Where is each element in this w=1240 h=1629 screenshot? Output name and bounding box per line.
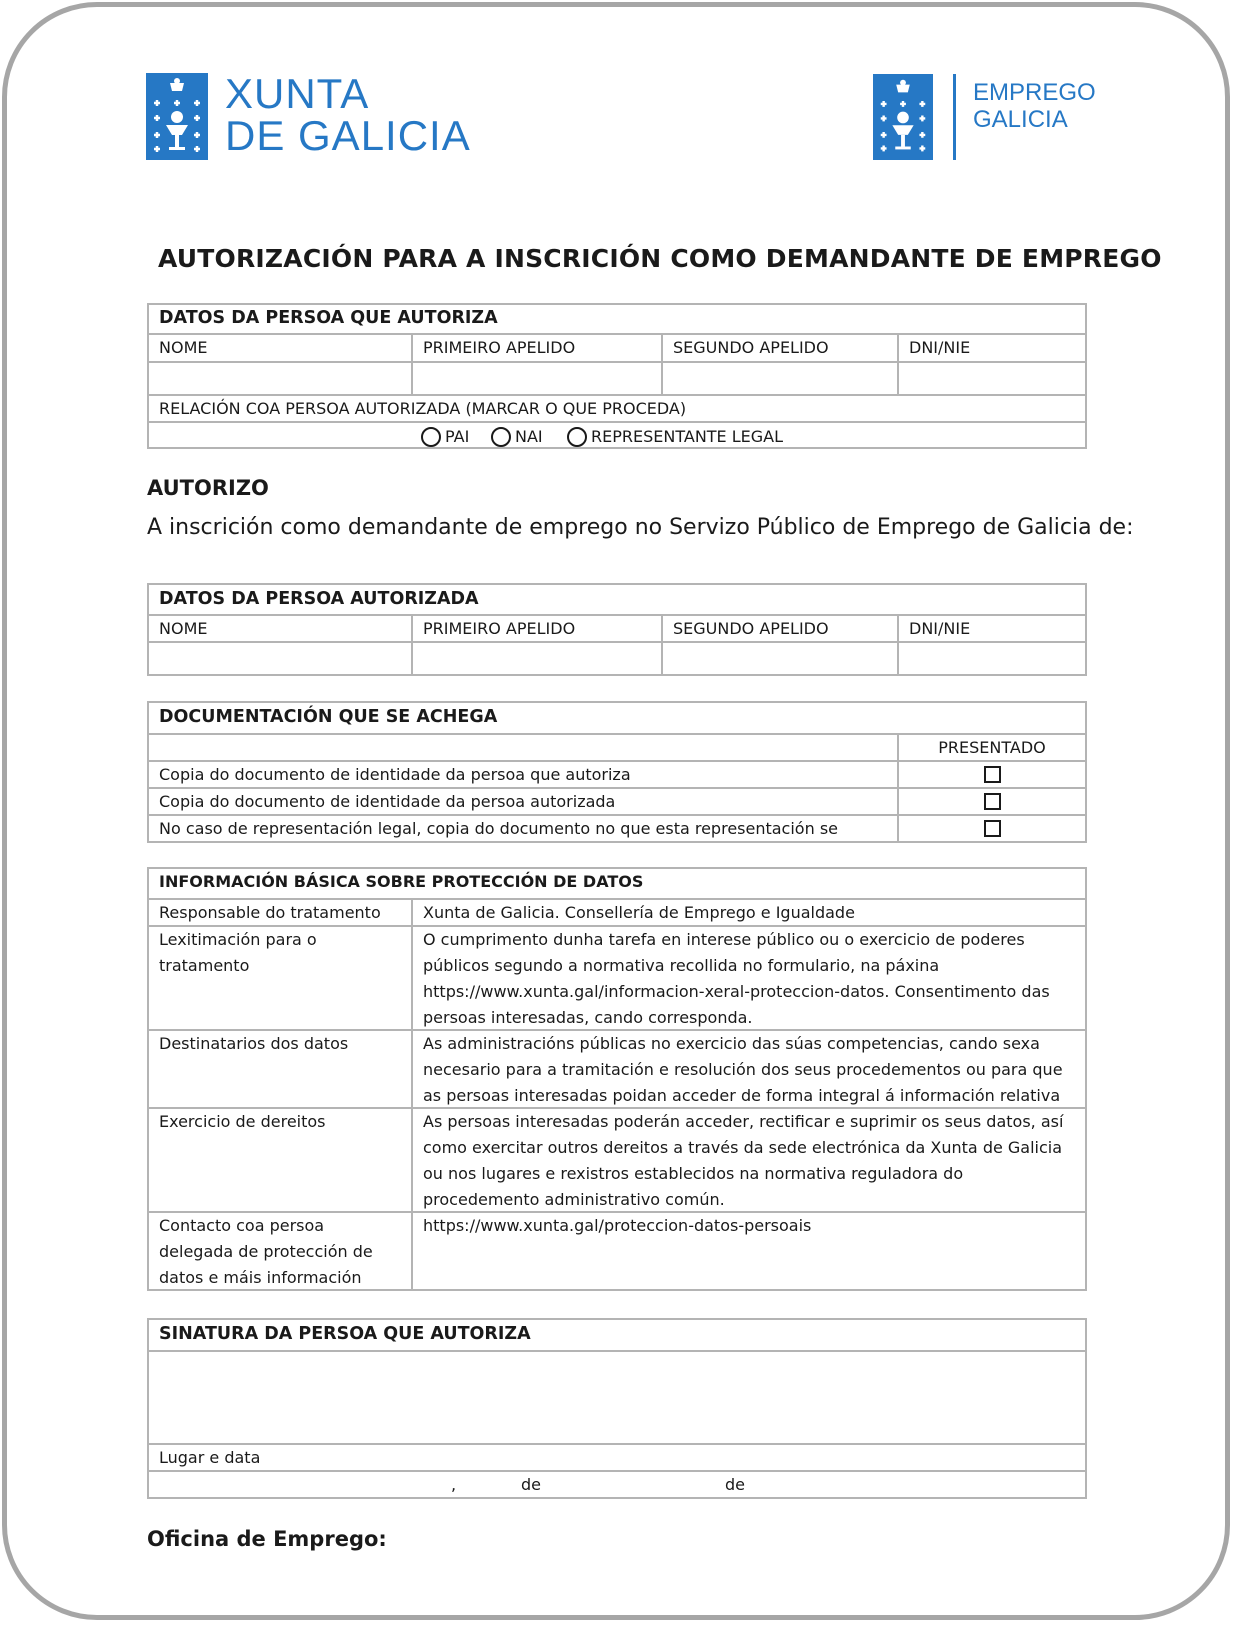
doc-item: Copia do documento de identidade da persoa autorizada [159,792,616,811]
pd-value: Xunta de Galicia. Consellería de Emprego e Igualdade [411,900,1085,925]
doc-check-cell [897,816,1085,841]
relation-label: RELACIÓN COA PERSOA AUTORIZADA (MARCAR O QUE PROCEDA) [159,399,687,418]
nai-radio-icon[interactable] [491,427,511,447]
representante-radio-icon[interactable] [567,427,587,447]
option-pai-label: PAI [445,427,470,446]
autorizada-table [147,583,1087,676]
pd-label: Lexitimación para o tratamento [159,930,317,975]
doc-check-cell [897,789,1085,814]
autorizada-nome-field[interactable] [149,643,411,674]
date-comma: , [451,1475,457,1494]
doc-check-cell [897,762,1085,787]
oficina-label: Oficina de Emprego: [147,1527,387,1551]
emprego-line2: GALICIA [973,106,1068,133]
doc-item: Copia do documento de identidade da persoa que autoriza [159,765,631,784]
documentacion-table [147,701,1087,843]
autorizada-segundo-apelido-field[interactable] [661,643,897,674]
pd-value: As administracións públicas no exercicio das súas competencias, cando sexa necesario para a tramitación e resolución dos seus procedementos ou para que as persoas interesadas poidan acceder de forma integral á información relativa [411,1031,1085,1107]
form-title: AUTORIZACIÓN PARA A INSCRICIÓN COMO DEMANDANTE DE EMPREGO [158,244,1162,273]
autoriza-segundo-apelido-field[interactable] [661,363,897,394]
autorizada-primeiro-apelido-field[interactable] [411,643,661,674]
autoriza-heading: DATOS DA PERSOA QUE AUTORIZA [159,308,498,328]
documentacion-heading: DOCUMENTACIÓN QUE SE ACHEGA [159,707,498,727]
pd-label: Contacto coa persoa delegada de protección de datos e máis información [159,1216,373,1287]
checkbox-icon[interactable] [984,766,1001,783]
relation-options [149,423,1085,447]
col-nome: NOME [159,619,208,638]
proteccion-table [147,867,1087,1291]
autorizada-dni-field[interactable] [897,643,1085,674]
col-primeiro-apelido: PRIMEIRO APELIDO [411,616,661,641]
presentado-label: PRESENTADO [897,735,1085,760]
option-nai-label: NAI [515,427,543,446]
autoriza-nome-field[interactable] [149,363,411,394]
lugar-data-field[interactable] [149,1472,1085,1497]
option-pai[interactable] [421,424,469,447]
date-de-2: de [725,1475,745,1494]
checkbox-icon[interactable] [984,820,1001,837]
proteccion-heading: INFORMACIÓN BÁSICA SOBRE PROTECCIÓN DE DATOS [159,872,644,891]
pd-value: As persoas interesadas poderán acceder, rectificar e suprimir os seus datos, así como exercitar outros dereitos a través da sede electrónica da Xunta de Galicia ou nos lugares e rexistros establecidos na normativa reguladora do procedemento administrativo común. [411,1109,1085,1211]
xunta-logo-text [225,70,471,159]
col-primeiro-apelido: PRIMEIRO APELIDO [411,335,661,361]
xunta-emblem-icon [146,73,208,160]
autorizada-heading: DATOS DA PERSOA AUTORIZADA [159,589,479,609]
pd-value: https://www.xunta.gal/proteccion-datos-persoais [411,1213,1085,1289]
pd-label: Exercicio de dereitos [159,1112,326,1131]
emprego-emblem-icon [873,74,933,160]
pd-label: Responsable do tratamento [159,903,381,922]
autoriza-table [147,303,1087,449]
col-nome: NOME [159,338,208,357]
xunta-line1: XUNTA [225,70,370,117]
sinatura-heading: SINATURA DA PERSOA QUE AUTORIZA [159,1324,531,1344]
col-segundo-apelido: SEGUNDO APELIDO [661,616,897,641]
xunta-line2: DE GALICIA [225,112,471,159]
signature-area[interactable] [149,1352,1085,1443]
doc-header-blank [149,735,897,760]
autorizo-text: A inscrición como demandante de emprego no Servizo Público de Emprego de Galicia de: [147,515,1134,540]
pd-value: O cumprimento dunha tarefa en interese público ou o exercicio de poderes públicos segundo a normativa recollida no formulario, na páxina https://www.xunta.gal/informacion-xeral-proteccion-datos. Consentimento das persoas interesadas, cando corresponda. [411,927,1085,1029]
pd-label: Destinatarios dos datos [159,1034,349,1053]
autoriza-primeiro-apelido-field[interactable] [411,363,661,394]
emprego-divider [953,74,956,160]
doc-item: No caso de representación legal, copia do documento no que esta representación se [159,819,838,838]
col-dni-nie: DNI/NIE [897,616,1085,641]
autoriza-dni-field[interactable] [897,363,1085,394]
sinatura-table [147,1318,1087,1499]
pai-radio-icon[interactable] [421,427,441,447]
date-de-1: de [521,1475,541,1494]
option-representante[interactable] [567,424,783,447]
autorizo-heading: AUTORIZO [147,476,269,500]
col-dni-nie: DNI/NIE [897,335,1085,361]
checkbox-icon[interactable] [984,793,1001,810]
option-representante-label: REPRESENTANTE LEGAL [591,427,784,446]
option-nai[interactable] [491,424,543,447]
emprego-line1: EMPREGO [973,79,1096,106]
col-segundo-apelido: SEGUNDO APELIDO [661,335,897,361]
emprego-logo-text [973,79,1096,133]
lugar-data-label: Lugar e data [159,1448,261,1467]
